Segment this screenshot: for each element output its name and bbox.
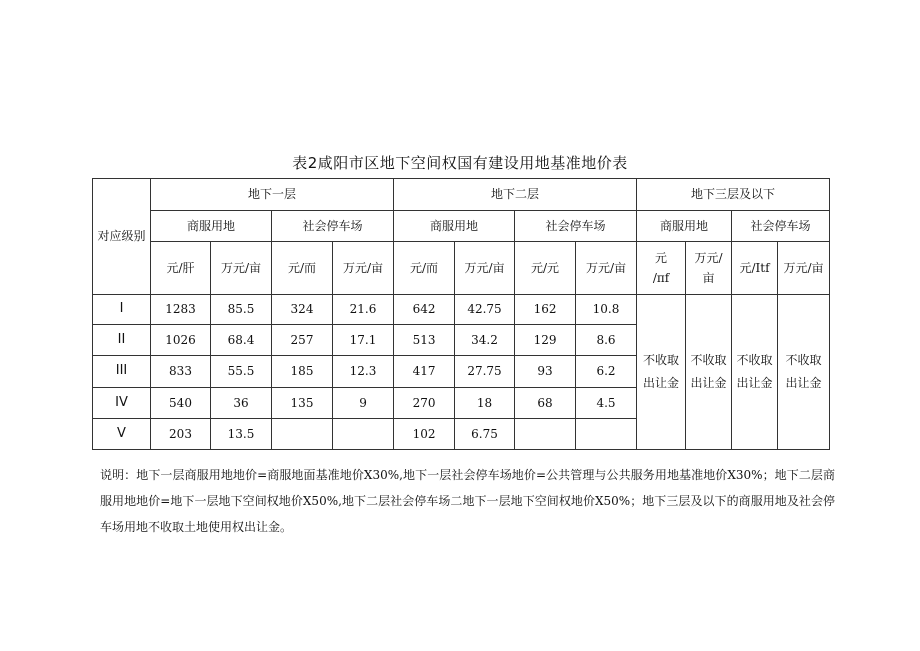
value-cell: 34.2 (455, 325, 515, 356)
value-cell: 13.5 (211, 419, 272, 450)
b2-header: 地下二层 (394, 179, 637, 211)
value-cell: 324 (272, 295, 333, 325)
unit-line: 万元/ (694, 250, 723, 265)
unit-cell: 万元/亩 (778, 242, 830, 295)
no-fee-text: 不收取出让金 (643, 353, 680, 390)
b1-header: 地下一层 (151, 179, 394, 211)
value-cell: 10.8 (576, 295, 637, 325)
value-cell: 68.4 (211, 325, 272, 356)
unit-line: 亩 (702, 271, 715, 285)
unit-line: /πf (652, 271, 670, 285)
unit-cell: 元/而 (394, 242, 455, 295)
value-cell: 833 (151, 356, 211, 388)
value-cell: 8.6 (576, 325, 637, 356)
unit-cell (686, 242, 732, 295)
level-header: 对应级别 (93, 179, 151, 295)
value-cell: 6.2 (576, 356, 637, 388)
b2-parking-header: 社会停车场 (515, 211, 637, 242)
value-cell: 270 (394, 388, 455, 419)
value-cell: 9 (333, 388, 394, 419)
unit-cell: 万元/亩 (576, 242, 637, 295)
no-fee-text: 不收取出让金 (736, 353, 773, 390)
unit-cell: 元/元 (515, 242, 576, 295)
value-cell: 27.75 (455, 356, 515, 388)
value-cell: 642 (394, 295, 455, 325)
b2-commercial-header: 商服用地 (394, 211, 515, 242)
value-cell: 68 (515, 388, 576, 419)
b3-commercial-header: 商服用地 (637, 211, 732, 242)
b1-parking-header: 社会停车场 (272, 211, 394, 242)
value-cell: 129 (515, 325, 576, 356)
value-cell (515, 419, 576, 450)
level-cell: IV (93, 388, 151, 419)
level-cell: II (93, 325, 151, 356)
value-cell: 18 (455, 388, 515, 419)
value-cell: 6.75 (455, 419, 515, 450)
no-fee-cell (732, 295, 778, 450)
value-cell: 12.3 (333, 356, 394, 388)
value-cell: 162 (515, 295, 576, 325)
unit-cell: 元/而 (272, 242, 333, 295)
value-cell: 36 (211, 388, 272, 419)
value-cell (576, 419, 637, 450)
value-cell: 135 (272, 388, 333, 419)
unit-cell: 万元/亩 (211, 242, 272, 295)
value-cell: 55.5 (211, 356, 272, 388)
value-cell: 4.5 (576, 388, 637, 419)
unit-line: 元 (655, 250, 668, 265)
level-cell: III (93, 356, 151, 388)
b1-commercial-header: 商服用地 (151, 211, 272, 242)
unit-cell: 万元/亩 (333, 242, 394, 295)
value-cell: 17.1 (333, 325, 394, 356)
value-cell: 513 (394, 325, 455, 356)
table-note: 说明：地下一层商服用地地价=商服地面基准地价X30%,地下一层社会停车场地价=公共管理与公共服务用地基准地价X30%；地下二层商服用地地价=地下一层地下空间权地价X50%,地下二层社会停车场二地下一层地下空间权地价X50%；地下三层及以下的商服用地及社会停车场用地不收取土地使用权出让金。 (100, 468, 835, 534)
no-fee-cell (686, 295, 732, 450)
value-cell: 21.6 (333, 295, 394, 325)
value-cell: 93 (515, 356, 576, 388)
value-cell: 203 (151, 419, 211, 450)
value-cell: 257 (272, 325, 333, 356)
no-fee-text: 不收取出让金 (785, 353, 822, 390)
value-cell (333, 419, 394, 450)
no-fee-cell (778, 295, 830, 450)
value-cell (272, 419, 333, 450)
unit-cell: 元/Itf (732, 242, 778, 295)
land-price-table (92, 178, 830, 450)
value-cell: 85.5 (211, 295, 272, 325)
table-title: 表2咸阳市区地下空间权国有建设用地基准地价表 (292, 154, 628, 172)
unit-cell: 元/肝 (151, 242, 211, 295)
value-cell: 540 (151, 388, 211, 419)
value-cell: 185 (272, 356, 333, 388)
no-fee-cell (637, 295, 686, 450)
value-cell: 102 (394, 419, 455, 450)
level-cell: I (93, 295, 151, 325)
no-fee-text: 不收取出让金 (690, 353, 727, 390)
table-row (93, 295, 830, 325)
unit-cell (637, 242, 686, 295)
level-cell: V (93, 419, 151, 450)
value-cell: 42.75 (455, 295, 515, 325)
b3-parking-header: 社会停车场 (732, 211, 830, 242)
b3-header: 地下三层及以下 (637, 179, 830, 211)
value-cell: 1026 (151, 325, 211, 356)
value-cell: 417 (394, 356, 455, 388)
unit-cell: 万元/亩 (455, 242, 515, 295)
value-cell: 1283 (151, 295, 211, 325)
